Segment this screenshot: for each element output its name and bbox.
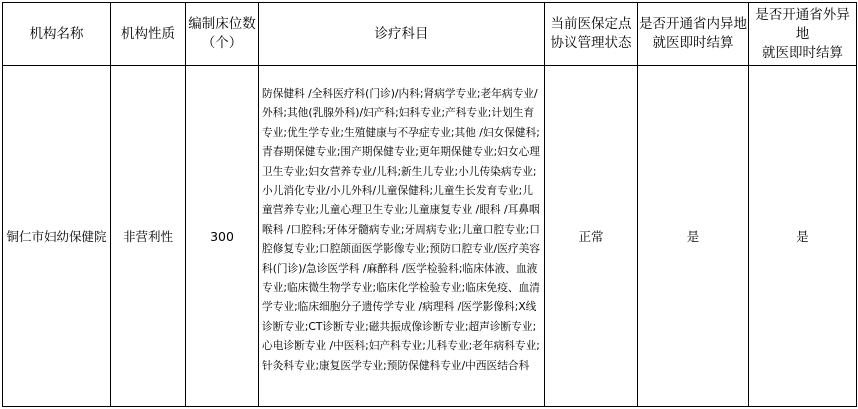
cell-out-province: 是 <box>749 66 857 407</box>
cell-scope: 防保健科 /全科医疗科(门诊)/内科;肾病学专业;老年病专业/外科;其他(乳腺外科)/妇产科;妇科专业;产科专业;计划生育专业;优生学专业;生殖健康与不孕症专业;其他 /妇女保健科;青春期保健专业;围产期保健专业;更年期保健专业;妇女心理卫生专业;妇女营养专业/儿科;新生儿专业;小儿传染病专业;小儿消化专业/小儿外科/儿童保健科;儿童生长发育专业;儿童营养专业;儿童心理卫生专业;儿童康复专业 /眼科 /耳鼻咽喉科 /口腔科;牙体牙髓病专业;牙周病专业;儿童口腔专业;口腔修复专业;口腔颌面医学影像专业;预防口腔专业/医疗美容科(门诊)/急诊医学科 /麻醉科 /医学检验科;临床体液、血液专业;临床微生物学专业;临床化学检验专业;临床免疫、血清学专业;临床细胞分子遗传学专业 /病理科 /医学影像科;X线诊断专业;CT诊断专业;磁共振成像诊断专业;超声诊断专业;心电诊断专业 /中医科;妇产科专业;儿科专业;老年病科专业;针灸科专业;康复医学专业;预防保健科专业/中西医结合科 <box>259 66 545 407</box>
header-name: 机构名称 <box>3 3 111 66</box>
header-in-province: 是否开通省内异地 就医即时结算 <box>638 3 749 66</box>
cell-in-province: 是 <box>638 66 749 407</box>
cell-nature: 非营利性 <box>111 66 186 407</box>
institution-table <box>2 2 857 407</box>
cell-name: 铜仁市妇幼保健院 <box>3 66 111 407</box>
header-scope: 诊疗科目 <box>259 3 545 66</box>
header-beds: 编制床位数 （个） <box>186 3 259 66</box>
header-status: 当前医保定点 协议管理状态 <box>545 3 638 66</box>
header-nature: 机构性质 <box>111 3 186 66</box>
cell-beds: 300 <box>186 66 259 407</box>
header-row <box>3 3 857 66</box>
header-out-province: 是否开通省外异地 就医即时结算 <box>749 3 857 66</box>
cell-status: 正常 <box>545 66 638 407</box>
table-row <box>3 66 857 407</box>
